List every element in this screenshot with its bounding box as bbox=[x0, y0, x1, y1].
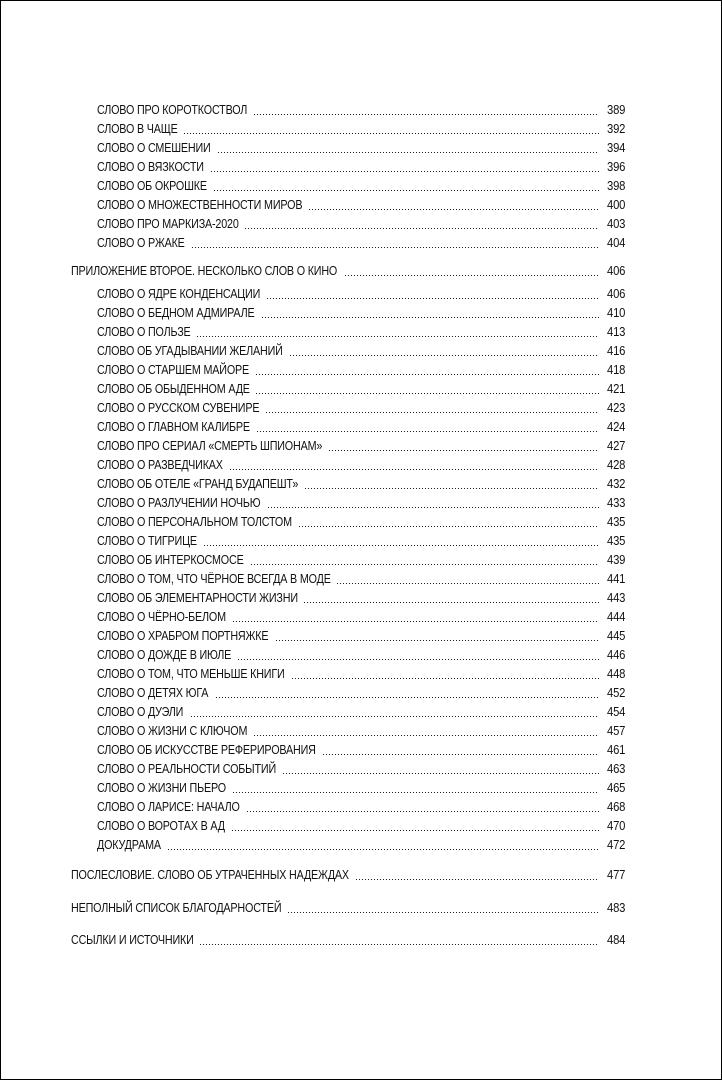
toc-entry-page-number: 457 bbox=[606, 724, 625, 738]
toc-entry-page-number: 413 bbox=[606, 325, 625, 339]
toc-entry-page-number: 432 bbox=[606, 477, 625, 491]
dot-leader bbox=[265, 412, 599, 413]
dot-leader bbox=[255, 393, 598, 394]
dot-leader bbox=[229, 469, 599, 470]
toc-entry bbox=[97, 628, 625, 644]
toc-entry-title: СЛОВО О СТАРШЕМ МАЙОРЕ bbox=[97, 363, 250, 377]
toc-entry-title: СЛОВО О ДОЖДЕ В ИЮЛЕ bbox=[97, 648, 232, 662]
dot-leader bbox=[355, 879, 599, 880]
toc-entry-title: СЛОВО ОБ ОТЕЛЕ «ГРАНД БУДАПЕШТ» bbox=[97, 477, 299, 491]
toc-entry-page-number: 463 bbox=[606, 762, 625, 776]
toc-entry-title: СЛОВО ОБ ИСКУССТВЕ РЕФЕРИРОВАНИЯ bbox=[97, 743, 316, 757]
toc-entry bbox=[97, 590, 625, 606]
toc-entry bbox=[97, 362, 625, 378]
toc-entry-page-number: 396 bbox=[606, 160, 625, 174]
dot-leader bbox=[167, 849, 599, 850]
toc-entry-page-number: 433 bbox=[606, 496, 625, 510]
toc-entry bbox=[97, 178, 625, 194]
toc-entry-title: СЛОВО ОБ ИНТЕРКОСМОСЕ bbox=[97, 553, 244, 567]
toc-entry-page-number: 406 bbox=[606, 287, 625, 301]
toc-entry-page-number: 465 bbox=[606, 781, 625, 795]
toc-entry bbox=[97, 647, 625, 663]
toc-entry-title: ДОКУДРАМА bbox=[97, 838, 161, 852]
toc-entry bbox=[71, 932, 625, 948]
dot-leader bbox=[282, 773, 599, 774]
toc-entry-page-number: 444 bbox=[606, 610, 625, 624]
toc-entry-page-number: 435 bbox=[606, 534, 625, 548]
toc-entry-page-number: 470 bbox=[606, 819, 625, 833]
toc-entry bbox=[97, 102, 625, 118]
dot-leader bbox=[289, 355, 599, 356]
dot-leader bbox=[210, 171, 599, 172]
dot-leader bbox=[267, 507, 599, 508]
toc-entry-page-number: 394 bbox=[606, 141, 625, 155]
toc-entry-title: СЛОВО ОБ ЭЛЕМЕНТАРНОСТИ ЖИЗНИ bbox=[97, 591, 298, 605]
toc-entry-page-number: 392 bbox=[606, 122, 625, 136]
dot-leader bbox=[255, 374, 599, 375]
toc-entry-page-number: 452 bbox=[606, 686, 625, 700]
toc-entry bbox=[97, 235, 625, 251]
toc-entry-title: СЛОВО ПРО КОРОТКОСТВОЛ bbox=[97, 103, 248, 117]
toc-entry-title: СЛОВО О ПОЛЬЗЕ bbox=[97, 325, 191, 339]
toc-entry-page-number: 445 bbox=[606, 629, 625, 643]
toc-entry bbox=[97, 438, 625, 454]
dot-leader bbox=[190, 716, 599, 717]
toc-entry-page-number: 404 bbox=[606, 236, 625, 250]
toc-entry-page-number: 484 bbox=[606, 933, 625, 947]
toc-entry-page-number: 400 bbox=[606, 198, 625, 212]
dot-leader bbox=[261, 317, 599, 318]
dot-leader bbox=[308, 209, 599, 210]
toc-entry bbox=[97, 140, 625, 156]
toc-entry-title: СЛОВО О ЖИЗНИ ПЬЕРО bbox=[97, 781, 226, 795]
toc-entry bbox=[97, 799, 625, 815]
toc-entry bbox=[97, 324, 625, 340]
toc-entry bbox=[97, 552, 625, 568]
toc-entry-page-number: 424 bbox=[606, 420, 625, 434]
dot-leader bbox=[215, 697, 599, 698]
toc-entry-page-number: 398 bbox=[606, 179, 625, 193]
toc-entry-page-number: 468 bbox=[606, 800, 625, 814]
toc-entry-page-number: 461 bbox=[606, 743, 625, 757]
toc-entry-title: СЛОВО О ТОМ, ЧТО ЧЁРНОЕ ВСЕГДА В МОДЕ bbox=[97, 572, 331, 586]
toc-entry-page-number: 416 bbox=[606, 344, 625, 358]
toc-entry bbox=[71, 867, 625, 883]
toc-entry bbox=[97, 381, 625, 397]
toc-entry bbox=[97, 343, 625, 359]
toc-entry-page-number: 441 bbox=[606, 572, 625, 586]
toc-entry bbox=[97, 514, 625, 530]
toc-entry-page-number: 439 bbox=[606, 553, 625, 567]
dot-leader bbox=[191, 247, 599, 248]
toc-entry-title: СЛОВО О ЧЁРНО-БЕЛОМ bbox=[97, 610, 226, 624]
toc-entry-page-number: 454 bbox=[606, 705, 625, 719]
toc-entry bbox=[97, 780, 625, 796]
dot-leader bbox=[256, 431, 599, 432]
toc-entry-page-number: 483 bbox=[606, 901, 625, 915]
dot-leader bbox=[199, 944, 598, 945]
toc-entry bbox=[97, 723, 625, 739]
toc-entry-title: СЛОВО О ЖИЗНИ С КЛЮЧОМ bbox=[97, 724, 248, 738]
toc-entry-title: СЛОВО О ДУЭЛИ bbox=[97, 705, 184, 719]
toc-entry-page-number: 448 bbox=[606, 667, 625, 681]
dot-leader bbox=[237, 659, 599, 660]
toc-entry-page-number: 428 bbox=[606, 458, 625, 472]
toc-entry bbox=[97, 197, 625, 213]
dot-leader bbox=[213, 190, 599, 191]
toc-entry-page-number: 435 bbox=[606, 515, 625, 529]
toc-entry-title: СЛОВО О ЛАРИСЕ: НАЧАЛО bbox=[97, 800, 240, 814]
toc-entry bbox=[97, 742, 625, 758]
dot-leader bbox=[244, 228, 598, 229]
toc-entry-page-number: 406 bbox=[606, 264, 625, 278]
toc-entry-page-number: 427 bbox=[606, 439, 625, 453]
toc-entry bbox=[71, 900, 625, 916]
toc-entry-title: СЛОВО О ХРАБРОМ ПОРТНЯЖКЕ bbox=[97, 629, 269, 643]
toc-entry bbox=[97, 286, 625, 302]
dot-leader bbox=[217, 152, 599, 153]
toc-entry-title: СЛОВО О ВОРОТАХ В АД bbox=[97, 819, 225, 833]
dot-leader bbox=[275, 640, 599, 641]
toc-entry bbox=[97, 666, 625, 682]
toc-entry bbox=[97, 216, 625, 232]
dot-leader bbox=[304, 488, 599, 489]
toc-entry bbox=[97, 305, 625, 321]
toc-entry-title: СЛОВО ПРО СЕРИАЛ «СМЕРТЬ ШПИОНАМ» bbox=[97, 439, 323, 453]
toc-entry-title: СЛОВО О РЕАЛЬНОСТИ СОБЫТИЙ bbox=[97, 762, 277, 776]
toc-entry-title: СЛОВО О ТИГРИЦЕ bbox=[97, 534, 197, 548]
dot-leader bbox=[253, 114, 599, 115]
dot-leader bbox=[196, 336, 598, 337]
toc-entry bbox=[97, 121, 625, 137]
toc-entry-title: СЛОВО В ЧАЩЕ bbox=[97, 122, 178, 136]
toc-entry-title: СЛОВО О ДЕТЯХ ЮГА bbox=[97, 686, 209, 700]
toc-entry-title: СЛОВО О ГЛАВНОМ КАЛИБРЕ bbox=[97, 420, 250, 434]
dot-leader bbox=[291, 678, 599, 679]
dot-leader bbox=[328, 450, 599, 451]
toc-entry-title: СЛОВО О БЕДНОМ АДМИРАЛЕ bbox=[97, 306, 255, 320]
dot-leader bbox=[246, 811, 599, 812]
toc-entry-title: СЛОВО О РЖАКЕ bbox=[97, 236, 185, 250]
toc-entry-page-number: 410 bbox=[606, 306, 625, 320]
toc-entry-title: СЛОВО О РАЗЛУЧЕНИИ НОЧЬЮ bbox=[97, 496, 261, 510]
toc-entry-page-number: 403 bbox=[606, 217, 625, 231]
dot-leader bbox=[303, 602, 598, 603]
dot-leader bbox=[344, 275, 599, 276]
toc-entry-title: СЛОВО О МНОЖЕСТВЕННОСТИ МИРОВ bbox=[97, 198, 303, 212]
toc-entry-title: СЛОВО ОБ ОБЫДЕННОМ АДЕ bbox=[97, 382, 250, 396]
toc-entry bbox=[97, 685, 625, 701]
toc-entry-title: СЛОВО О СМЕШЕНИИ bbox=[97, 141, 211, 155]
toc-entry-title: СЛОВО О РУССКОМ СУВЕНИРЕ bbox=[97, 401, 260, 415]
toc-entry-page-number: 446 bbox=[606, 648, 625, 662]
dot-leader bbox=[232, 792, 599, 793]
toc-entry-title: СЛОВО ОБ ОКРОШКЕ bbox=[97, 179, 207, 193]
toc-entry-title: ПРИЛОЖЕНИЕ ВТОРОЕ. НЕСКОЛЬКО СЛОВ О КИНО bbox=[71, 264, 338, 278]
toc-entry bbox=[97, 400, 625, 416]
dot-leader bbox=[231, 830, 599, 831]
toc-entry-title: СЛОВО О ТОМ, ЧТО МЕНЬШЕ КНИГИ bbox=[97, 667, 285, 681]
toc-entry bbox=[97, 476, 625, 492]
toc-entry bbox=[97, 457, 625, 473]
dot-leader bbox=[336, 583, 598, 584]
toc-entry-title: СЛОВО О РАЗВЕДЧИКАХ bbox=[97, 458, 223, 472]
toc-entry bbox=[97, 704, 625, 720]
toc-entry bbox=[97, 818, 625, 834]
toc-entry bbox=[97, 533, 625, 549]
dot-leader bbox=[322, 754, 599, 755]
dot-leader bbox=[298, 526, 599, 527]
toc-entry-page-number: 421 bbox=[606, 382, 625, 396]
toc-entry-title: ПОСЛЕСЛОВИЕ. СЛОВО ОБ УТРАЧЕННЫХ НАДЕЖДАХ bbox=[71, 868, 349, 882]
dot-leader bbox=[253, 735, 599, 736]
toc-entry bbox=[97, 159, 625, 175]
toc-entry-title: НЕПОЛНЫЙ СПИСОК БЛАГОДАРНОСТЕЙ bbox=[71, 901, 282, 915]
dot-leader bbox=[250, 564, 599, 565]
toc-entry-page-number: 472 bbox=[606, 838, 625, 852]
toc-entry bbox=[71, 263, 625, 279]
toc-entry-page-number: 389 bbox=[606, 103, 625, 117]
toc-entry-title: СЛОВО ПРО МАРКИЗА-2020 bbox=[97, 217, 239, 231]
toc-entry-title: СЛОВО ОБ УГАДЫВАНИИ ЖЕЛАНИЙ bbox=[97, 344, 283, 358]
toc-entry-title: ССЫЛКИ И ИСТОЧНИКИ bbox=[71, 933, 194, 947]
toc-entry-page-number: 477 bbox=[606, 868, 625, 882]
toc-entry bbox=[97, 571, 625, 587]
toc-entry bbox=[97, 837, 625, 853]
toc-entry bbox=[97, 761, 625, 777]
dot-leader bbox=[232, 621, 599, 622]
toc-entry bbox=[97, 609, 625, 625]
toc-entry-page-number: 423 bbox=[606, 401, 625, 415]
dot-leader bbox=[183, 133, 598, 134]
toc-entry-page-number: 418 bbox=[606, 363, 625, 377]
toc-entry bbox=[97, 495, 625, 511]
dot-leader bbox=[287, 912, 599, 913]
toc-entry-title: СЛОВО О ВЯЗКОСТИ bbox=[97, 160, 204, 174]
dot-leader bbox=[203, 545, 599, 546]
toc-entry-title: СЛОВО О ПЕРСОНАЛЬНОМ ТОЛСТОМ bbox=[97, 515, 292, 529]
dot-leader bbox=[266, 298, 599, 299]
toc-entry bbox=[97, 419, 625, 435]
toc-entry-page-number: 443 bbox=[606, 591, 625, 605]
toc-entry-title: СЛОВО О ЯДРЕ КОНДЕНСАЦИИ bbox=[97, 287, 261, 301]
